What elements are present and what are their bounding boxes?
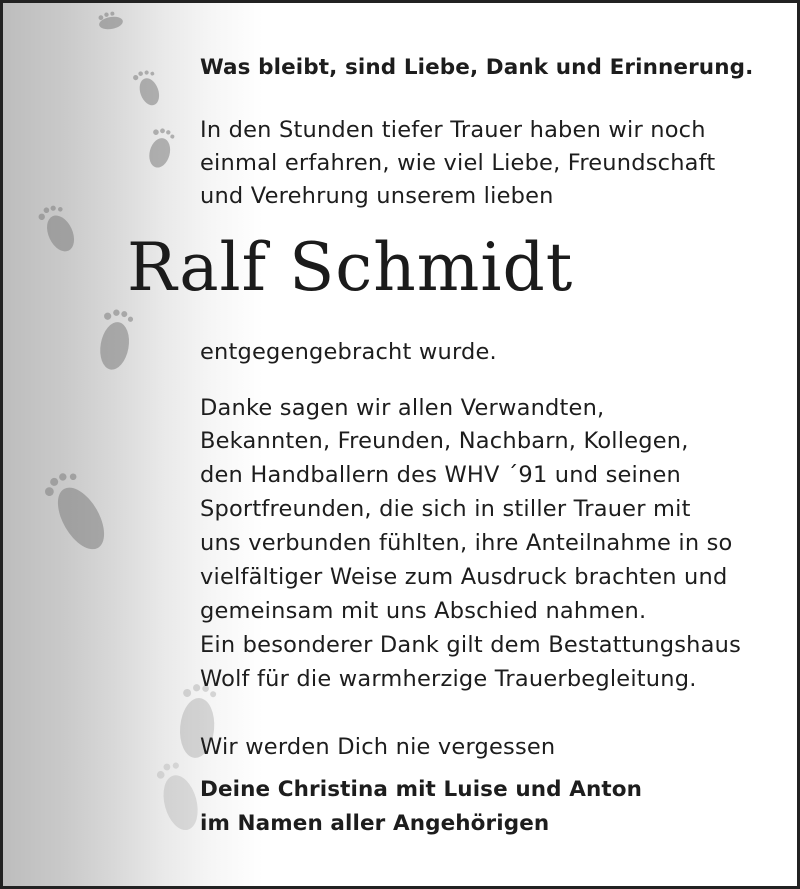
thanks-line: Wolf für die warmherzige Trauerbegleitung. — [200, 666, 697, 692]
after-name-line: entgegengebracht wurde. — [200, 339, 497, 365]
thanks-line: gemeinsam mit uns Abschied nahmen. — [200, 598, 647, 624]
signature-line: im Namen aller Angehörigen — [200, 811, 550, 836]
thanks-line: den Handballern des WHV ´91 und seinen — [200, 462, 681, 488]
thanks-line: vielfältiger Weise zum Ausdruck brachten und — [200, 564, 728, 590]
intro-line: einmal erfahren, wie viel Liebe, Freundschaft — [200, 150, 716, 176]
intro-line: In den Stunden tiefer Trauer haben wir noch — [200, 117, 706, 143]
thanks-line: uns verbunden fühlten, ihre Anteilnahme in so — [200, 530, 733, 556]
motto: Was bleibt, sind Liebe, Dank und Erinnerung. — [200, 55, 754, 80]
notice-text — [3, 3, 797, 886]
thanks-line: Danke sagen wir allen Verwandten, — [200, 395, 605, 421]
signature-line: Deine Christina mit Luise und Anton — [200, 777, 643, 802]
closing-line: Wir werden Dich nie vergessen — [200, 734, 556, 760]
thanks-line: Sportfreunden, die sich in stiller Trauer mit — [200, 496, 691, 522]
deceased-name: Ralf Schmidt — [127, 229, 574, 306]
thanks-line: Bekannten, Freunden, Nachbarn, Kollegen, — [200, 428, 689, 454]
thanks-line: Ein besonderer Dank gilt dem Bestattungshaus — [200, 632, 741, 658]
intro-line: und Verehrung unserem lieben — [200, 183, 554, 209]
